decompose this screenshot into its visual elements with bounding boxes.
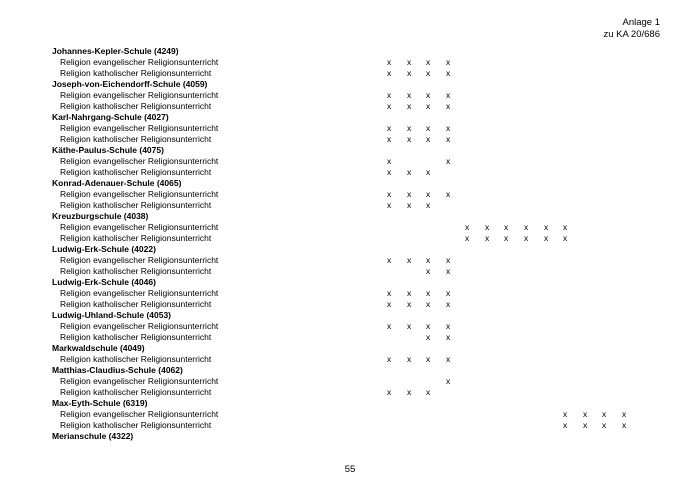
mark-x: x xyxy=(446,90,451,100)
mark-x: x xyxy=(407,134,412,144)
mark-x: x xyxy=(407,200,412,210)
school-name: Markwaldschule (4049) xyxy=(52,343,145,353)
mark-x: x xyxy=(446,134,451,144)
mark-x: x xyxy=(407,299,412,309)
subject-name: Religion evangelischer Religionsunterricht xyxy=(60,222,219,232)
school-row xyxy=(52,343,672,354)
mark-x: x xyxy=(446,156,451,166)
subject-row xyxy=(52,222,672,233)
school-name: Johannes-Kepler-Schule (4249) xyxy=(52,46,179,56)
subject-name: Religion katholischer Religionsunterricht xyxy=(60,266,212,276)
subject-row xyxy=(52,266,672,277)
school-name: Ludwig-Uhland-Schule (4053) xyxy=(52,310,172,320)
mark-x: x xyxy=(583,409,588,419)
mark-x: x xyxy=(446,101,451,111)
mark-x: x xyxy=(407,57,412,67)
mark-x: x xyxy=(446,57,451,67)
mark-x: x xyxy=(426,332,431,342)
mark-x: x xyxy=(446,354,451,364)
mark-x: x xyxy=(426,321,431,331)
subject-row xyxy=(52,376,672,387)
mark-x: x xyxy=(387,288,392,298)
subject-name: Religion evangelischer Religionsunterricht xyxy=(60,288,219,298)
subject-row xyxy=(52,156,672,167)
mark-x: x xyxy=(524,233,529,243)
mark-x: x xyxy=(407,90,412,100)
mark-x: x xyxy=(426,354,431,364)
school-name: Merianschule (4322) xyxy=(52,431,134,441)
school-row xyxy=(52,145,672,156)
school-row xyxy=(52,178,672,189)
mark-x: x xyxy=(465,222,470,232)
school-row xyxy=(52,46,672,57)
subject-name: Religion katholischer Religionsunterricht xyxy=(60,354,212,364)
school-row xyxy=(52,211,672,222)
mark-x: x xyxy=(387,255,392,265)
subject-name: Religion evangelischer Religionsunterricht xyxy=(60,123,219,133)
mark-x: x xyxy=(563,222,568,232)
mark-x: x xyxy=(426,288,431,298)
mark-x: x xyxy=(407,354,412,364)
mark-x: x xyxy=(407,101,412,111)
subject-row xyxy=(52,387,672,398)
mark-x: x xyxy=(426,189,431,199)
subject-row xyxy=(52,167,672,178)
school-row xyxy=(52,310,672,321)
school-name: Max-Eyth-Schule (6319) xyxy=(52,398,148,408)
mark-x: x xyxy=(407,387,412,397)
subject-name: Religion evangelischer Religionsunterricht xyxy=(60,90,219,100)
school-name: Kreuzburgschule (4038) xyxy=(52,211,149,221)
subject-name: Religion evangelischer Religionsunterricht xyxy=(60,189,219,199)
mark-x: x xyxy=(387,321,392,331)
subject-row xyxy=(52,123,672,134)
mark-x: x xyxy=(622,420,627,430)
page-number: 55 xyxy=(344,464,356,475)
mark-x: x xyxy=(544,222,549,232)
mark-x: x xyxy=(426,101,431,111)
mark-x: x xyxy=(426,123,431,133)
mark-x: x xyxy=(387,354,392,364)
subject-row xyxy=(52,255,672,266)
mark-x: x xyxy=(563,409,568,419)
school-row xyxy=(52,431,672,442)
mark-x: x xyxy=(426,299,431,309)
reference-label: zu KA 20/686 xyxy=(603,29,660,40)
mark-x: x xyxy=(426,90,431,100)
mark-x: x xyxy=(407,189,412,199)
mark-x: x xyxy=(387,123,392,133)
mark-x: x xyxy=(387,189,392,199)
school-name: Karl-Nahrgang-Schule (4027) xyxy=(52,112,169,122)
mark-x: x xyxy=(387,167,392,177)
mark-x: x xyxy=(387,101,392,111)
subject-row xyxy=(52,288,672,299)
mark-x: x xyxy=(387,387,392,397)
mark-x: x xyxy=(387,156,392,166)
mark-x: x xyxy=(387,134,392,144)
mark-x: x xyxy=(446,321,451,331)
subject-row xyxy=(52,134,672,145)
school-row xyxy=(52,398,672,409)
subject-row xyxy=(52,299,672,310)
mark-x: x xyxy=(426,134,431,144)
mark-x: x xyxy=(407,123,412,133)
subject-name: Religion katholischer Religionsunterricht xyxy=(60,299,212,309)
mark-x: x xyxy=(446,189,451,199)
mark-x: x xyxy=(544,233,549,243)
mark-x: x xyxy=(446,255,451,265)
mark-x: x xyxy=(446,68,451,78)
mark-x: x xyxy=(387,68,392,78)
mark-x: x xyxy=(407,321,412,331)
mark-x: x xyxy=(407,255,412,265)
mark-x: x xyxy=(426,266,431,276)
mark-x: x xyxy=(446,123,451,133)
mark-x: x xyxy=(446,332,451,342)
mark-x: x xyxy=(387,57,392,67)
mark-x: x xyxy=(446,299,451,309)
subject-name: Religion katholischer Religionsunterricht xyxy=(60,332,212,342)
subject-row xyxy=(52,200,672,211)
mark-x: x xyxy=(387,200,392,210)
mark-x: x xyxy=(407,288,412,298)
mark-x: x xyxy=(407,167,412,177)
subject-name: Religion katholischer Religionsunterricht xyxy=(60,200,212,210)
mark-x: x xyxy=(426,167,431,177)
subject-name: Religion evangelischer Religionsunterricht xyxy=(60,255,219,265)
subject-name: Religion evangelischer Religionsunterricht xyxy=(60,57,219,67)
mark-x: x xyxy=(524,222,529,232)
subject-name: Religion katholischer Religionsunterricht xyxy=(60,420,212,430)
mark-x: x xyxy=(602,409,607,419)
subject-name: Religion katholischer Religionsunterricht xyxy=(60,387,212,397)
mark-x: x xyxy=(407,68,412,78)
school-row xyxy=(52,112,672,123)
school-subject-table xyxy=(52,46,672,442)
subject-row xyxy=(52,233,672,244)
school-row xyxy=(52,79,672,90)
subject-name: Religion evangelischer Religionsunterricht xyxy=(60,156,219,166)
subject-name: Religion katholischer Religionsunterricht xyxy=(60,233,212,243)
subject-name: Religion katholischer Religionsunterricht xyxy=(60,134,212,144)
school-name: Ludwig-Erk-Schule (4022) xyxy=(52,244,156,254)
subject-row xyxy=(52,409,672,420)
subject-name: Religion evangelischer Religionsunterricht xyxy=(60,409,219,419)
mark-x: x xyxy=(426,255,431,265)
mark-x: x xyxy=(446,376,451,386)
mark-x: x xyxy=(504,222,509,232)
school-name: Joseph-von-Eichendorff-Schule (4059) xyxy=(52,79,208,89)
mark-x: x xyxy=(446,266,451,276)
mark-x: x xyxy=(504,233,509,243)
mark-x: x xyxy=(622,409,627,419)
subject-name: Religion katholischer Religionsunterricht xyxy=(60,101,212,111)
subject-row xyxy=(52,420,672,431)
subject-row xyxy=(52,332,672,343)
mark-x: x xyxy=(387,90,392,100)
mark-x: x xyxy=(602,420,607,430)
document-header xyxy=(603,17,660,41)
mark-x: x xyxy=(485,222,490,232)
mark-x: x xyxy=(387,299,392,309)
school-name: Ludwig-Erk-Schule (4046) xyxy=(52,277,156,287)
attachment-label: Anlage 1 xyxy=(622,17,660,28)
mark-x: x xyxy=(426,200,431,210)
school-name: Käthe-Paulus-Schule (4075) xyxy=(52,145,164,155)
mark-x: x xyxy=(446,288,451,298)
school-name: Matthias-Claudius-Schule (4062) xyxy=(52,365,183,375)
mark-x: x xyxy=(465,233,470,243)
subject-row xyxy=(52,354,672,365)
subject-row xyxy=(52,57,672,68)
mark-x: x xyxy=(485,233,490,243)
subject-name: Religion evangelischer Religionsunterricht xyxy=(60,376,219,386)
subject-name: Religion katholischer Religionsunterricht xyxy=(60,167,212,177)
subject-row xyxy=(52,321,672,332)
subject-row xyxy=(52,189,672,200)
mark-x: x xyxy=(563,420,568,430)
mark-x: x xyxy=(426,57,431,67)
subject-row xyxy=(52,68,672,79)
school-name: Konrad-Adenauer-Schule (4065) xyxy=(52,178,182,188)
mark-x: x xyxy=(426,68,431,78)
mark-x: x xyxy=(583,420,588,430)
mark-x: x xyxy=(563,233,568,243)
mark-x: x xyxy=(426,387,431,397)
subject-name: Religion evangelischer Religionsunterricht xyxy=(60,321,219,331)
subject-row xyxy=(52,101,672,112)
school-row xyxy=(52,277,672,288)
school-row xyxy=(52,365,672,376)
subject-name: Religion katholischer Religionsunterricht xyxy=(60,68,212,78)
school-row xyxy=(52,244,672,255)
subject-row xyxy=(52,90,672,101)
